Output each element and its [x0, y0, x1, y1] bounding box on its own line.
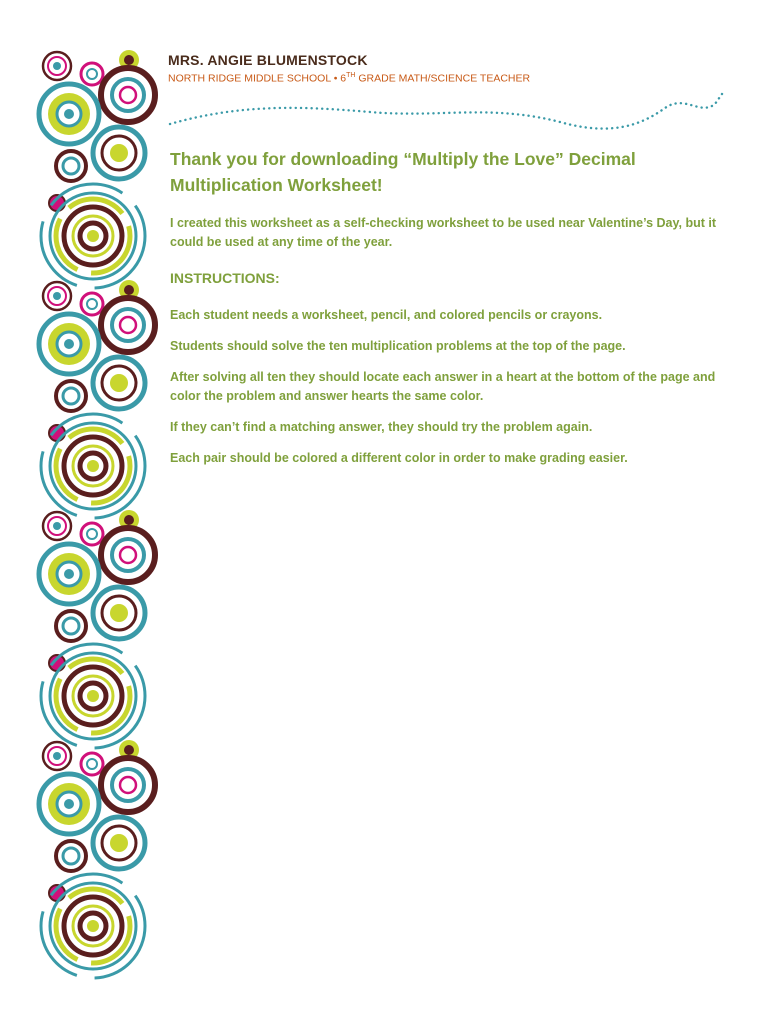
decorative-circle [87, 529, 97, 539]
school-line [168, 72, 530, 85]
decorative-circle [112, 79, 144, 111]
decorative-circle [120, 547, 136, 563]
school-suffix: GRADE MATH/SCIENCE TEACHER [355, 72, 531, 85]
decorative-circle [101, 758, 155, 812]
decorative-circle [87, 299, 97, 309]
school-prefix: NORTH RIDGE MIDDLE SCHOOL • 6 [168, 72, 347, 85]
decorative-circle [124, 55, 134, 65]
decorative-circle [87, 230, 99, 242]
decorative-circle [101, 298, 155, 352]
school-sup: TH [346, 72, 356, 79]
dotted-wave-divider [160, 86, 730, 136]
decorative-circle [112, 769, 144, 801]
decorative-circle [81, 753, 103, 775]
decorative-circle [56, 151, 86, 181]
decorative-circle [87, 759, 97, 769]
decorative-circle [63, 388, 79, 404]
instructions-list [170, 306, 740, 480]
decorative-circle [124, 745, 134, 755]
decorative-circle [120, 317, 136, 333]
decorative-circle [87, 690, 99, 702]
instruction-item: Each student needs a worksheet, pencil, and colored pencils or crayons. [170, 308, 603, 322]
decorative-circle [110, 144, 128, 162]
instruction-item: Each pair should be colored a different color in order to make grading easier. [170, 451, 628, 465]
decorative-circle [101, 68, 155, 122]
decorative-circle [56, 381, 86, 411]
circle-border-art [0, 0, 168, 1024]
decorative-circle [87, 920, 99, 932]
decorative-circle [64, 109, 74, 119]
decorative-circle [81, 63, 103, 85]
decorative-circle [110, 374, 128, 392]
decorative-circle [63, 848, 79, 864]
decorative-circle [81, 293, 103, 315]
decorative-circle [110, 604, 128, 622]
instruction-item: If they can’t find a matching answer, they should try the problem again. [170, 420, 593, 434]
decorative-circle [112, 309, 144, 341]
decorative-circle [124, 285, 134, 295]
page-title: Thank you for downloading “Multiply the Love” Decimal Multiplication Worksheet! [170, 149, 636, 195]
decorative-circle [53, 62, 61, 70]
decorative-circle [63, 618, 79, 634]
teacher-name: MRS. ANGIE BLUMENSTOCK [168, 52, 368, 68]
decorative-circle [63, 158, 79, 174]
decorative-circle [81, 523, 103, 545]
decorative-circle [120, 777, 136, 793]
decorative-circle [56, 841, 86, 871]
decorative-circle [56, 611, 86, 641]
decorative-circle [64, 339, 74, 349]
instruction-item: After solving all ten they should locate each answer in a heart at the bottom of the page and color the problem and answer hearts the same color. [170, 370, 716, 403]
decorative-circle [112, 539, 144, 571]
decorative-circle [101, 528, 155, 582]
decorative-circle [53, 292, 61, 300]
instruction-item: Students should solve the ten multiplication problems at the top of the page. [170, 339, 626, 353]
intro-paragraph: I created this worksheet as a self-checking worksheet to be used near Valentine’s Day, but it could be used at any time of the year. [170, 216, 717, 249]
decorative-circle [120, 87, 136, 103]
decorative-circle [64, 569, 74, 579]
decorative-circle [87, 69, 97, 79]
decorative-circle [87, 460, 99, 472]
decorative-circle [124, 515, 134, 525]
instructions-heading: INSTRUCTIONS: [170, 270, 280, 286]
decorative-circle [64, 799, 74, 809]
decorative-circle [53, 752, 61, 760]
decorative-circle [110, 834, 128, 852]
decorative-circle [53, 522, 61, 530]
